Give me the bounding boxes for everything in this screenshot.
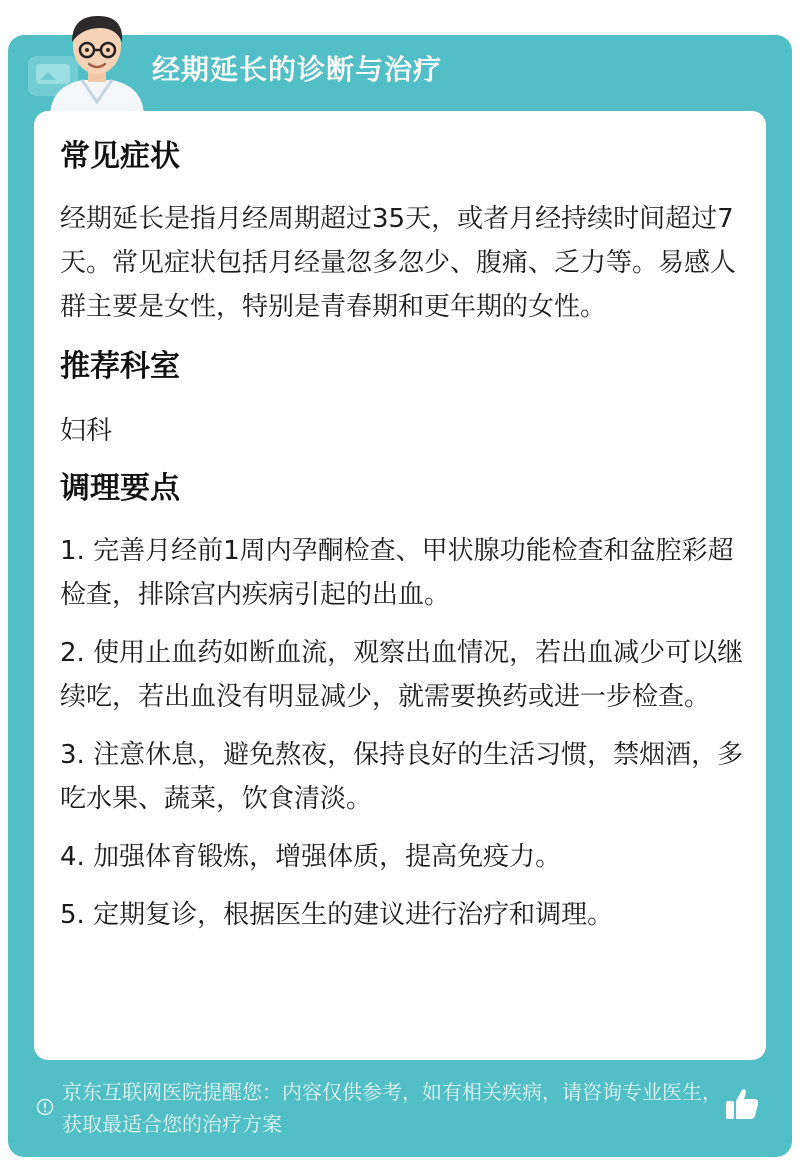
care-title: 调理要点	[60, 471, 180, 506]
content-card	[34, 111, 766, 1060]
thumbs-up-icon[interactable]	[722, 1084, 762, 1124]
care-tip-2: 2. 使用止血药如断血流，观察出血情况，若出血减少可以继续吃，若出血没有明显减少，就需要换药或进一步检查。	[60, 638, 744, 712]
department-title: 推荐科室	[60, 349, 180, 384]
page-title: 经期延长的诊断与治疗	[152, 53, 443, 86]
doctor-avatar	[42, 6, 152, 114]
symptoms-text: 经期延长是指月经周期超过35天，或者月经持续时间超过7天。常见症状包括月经量忽多忽少、腹痛、乏力等。易感人群主要是女性，特别是青春期和更年期的女性。	[60, 204, 737, 322]
content-body	[60, 135, 744, 937]
care-tip-1: 1. 完善月经前1周内孕酮检查、甲状腺功能检查和盆腔彩超检查，排除宫内疾病引起的出血。	[60, 536, 734, 610]
symptoms-title: 常见症状	[60, 139, 180, 174]
care-tip-3: 3. 注意休息，避免熬夜，保持良好的生活习惯，禁烟酒，多吃水果、蔬菜，饮食清淡。	[60, 740, 744, 814]
care-tip-4: 4. 加强体育锻炼，增强体质，提高免疫力。	[60, 842, 562, 872]
info-icon	[36, 1098, 54, 1116]
department-text: 妇科	[60, 416, 113, 446]
care-tip-5: 5. 定期复诊，根据医生的建议进行治疗和调理。	[60, 900, 614, 930]
footer-text: 京东互联网医院提醒您：内容仅供参考，如有相关疾病，请咨询专业医生，获取最适合您的治疗方案	[62, 1080, 722, 1136]
